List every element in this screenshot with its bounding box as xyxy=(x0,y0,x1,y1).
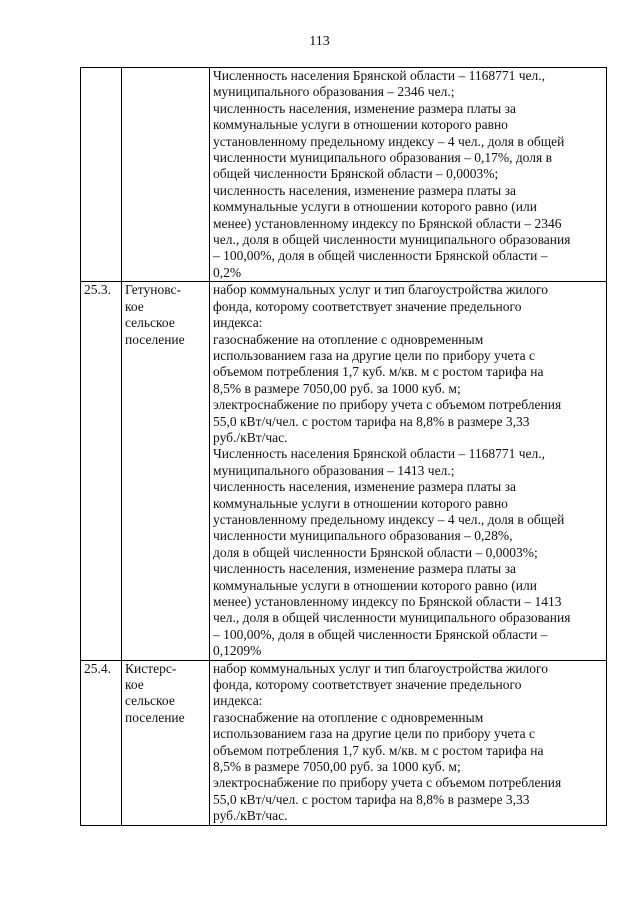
description-line: объемом потребления 1,7 куб. м/кв. м с ростом тарифа на xyxy=(213,364,544,380)
description-line: Численность населения Брянской области – 1168771 чел., xyxy=(213,446,545,462)
description-line: 8,5% в размере 7050,00 руб. за 1000 куб. м; xyxy=(213,759,461,775)
settlement-name-cell xyxy=(122,660,210,825)
description-line: электроснабжение по прибору учета с объемом потребления xyxy=(213,775,562,791)
description-line: численности муниципального образования – 0,28%, xyxy=(213,528,513,544)
description-line: чел., доля в общей численности муниципального образования xyxy=(213,232,571,248)
table-row xyxy=(81,282,607,660)
description-line: коммунальные услуги в отношении которого равно xyxy=(213,117,508,133)
description-line: руб./кВт/час. xyxy=(213,808,288,824)
table-row xyxy=(81,68,607,282)
description-line: численность населения, изменение размера платы за xyxy=(213,182,516,198)
description-line: коммунальные услуги в отношении которого равно xyxy=(213,495,508,511)
description-line: фонда, которому соответствует значение предельного xyxy=(213,677,522,693)
description-line: муниципального образования – 1413 чел.; xyxy=(213,462,455,478)
description-line: численность населения, изменение размера платы за xyxy=(213,479,516,495)
description-cell xyxy=(210,282,607,660)
description-line: электроснабжение по прибору учета с объемом потребления xyxy=(213,397,562,413)
description-line: газоснабжение на отопление с одновременным xyxy=(213,709,484,725)
settlement-name-line: кое xyxy=(125,298,144,314)
description-line: 0,1209% xyxy=(213,643,262,659)
description-line: 55,0 кВт/ч/чел. с ростом тарифа на 8,8% в размере 3,33 xyxy=(213,791,530,807)
description-line: Численность населения Брянской области – 1168771 чел., xyxy=(213,68,545,83)
description-line: – 100,00%, доля в общей численности Брянской области – xyxy=(213,626,548,642)
settlement-name-cell xyxy=(122,282,210,660)
row-number-cell: 25.3. xyxy=(81,282,122,660)
description-line: установленному предельному индексу – 4 чел., доля в общей xyxy=(213,511,565,527)
description-line: использованием газа на другие цели по прибору учета с xyxy=(213,347,535,363)
description-line: доля в общей численности Брянской области – 0,0003%; xyxy=(213,544,538,560)
settlement-name-line: Кистерс- xyxy=(125,660,177,676)
settlement-name-line: кое xyxy=(125,677,144,693)
description-line: общей численности Брянской области – 0,0003%; xyxy=(213,166,499,182)
description-line: коммунальные услуги в отношении которого равно (или xyxy=(213,577,537,593)
description-line: фонда, которому соответствует значение предельного xyxy=(213,298,522,314)
settlement-name-line: поселение xyxy=(125,331,185,347)
document-table xyxy=(80,67,607,826)
description-line: численность населения, изменение размера платы за xyxy=(213,561,516,577)
settlement-name-cell xyxy=(122,68,210,282)
description-line: объемом потребления 1,7 куб. м/кв. м с ростом тарифа на xyxy=(213,742,544,758)
settlement-name-line: сельское xyxy=(125,315,175,331)
description-line: газоснабжение на отопление с одновременным xyxy=(213,331,484,347)
description-line: коммунальные услуги в отношении которого равно (или xyxy=(213,199,537,215)
table-row xyxy=(81,660,607,825)
description-line: установленному предельному индексу – 4 чел., доля в общей xyxy=(213,133,565,149)
row-number-cell: 25.4. xyxy=(81,660,122,825)
description-line: 55,0 кВт/ч/чел. с ростом тарифа на 8,8% в размере 3,33 xyxy=(213,413,530,429)
description-line: – 100,00%, доля в общей численности Брянской области – xyxy=(213,248,548,264)
settlement-name-line: Гетуновс- xyxy=(125,282,181,298)
description-line: численности муниципального образования – 0,17%, доля в xyxy=(213,150,552,166)
description-line: индекса: xyxy=(213,315,263,331)
description-line: менее) установленному индексу по Брянской области – 1413 xyxy=(213,594,562,609)
description-cell xyxy=(210,660,607,825)
description-line: набор коммунальных услуг и тип благоустройства жилого xyxy=(213,282,548,298)
description-line: муниципального образования – 2346 чел.; xyxy=(213,84,455,100)
description-line: индекса: xyxy=(213,693,263,709)
description-line: менее) установленному индексу по Брянской области – 2346 xyxy=(213,215,562,231)
settlement-name-line: сельское xyxy=(125,693,175,709)
description-line: численность населения, изменение размера платы за xyxy=(213,100,516,116)
description-line: 8,5% в размере 7050,00 руб. за 1000 куб. м; xyxy=(213,380,461,396)
description-line: набор коммунальных услуг и тип благоустройства жилого xyxy=(213,660,548,676)
description-line: 0,2% xyxy=(213,264,242,280)
settlement-name-line: поселение xyxy=(125,709,185,725)
description-line: чел., доля в общей численности муниципального образования xyxy=(213,610,571,626)
description-line: руб./кВт/час. xyxy=(213,429,288,445)
description-cell xyxy=(210,68,607,282)
description-line: использованием газа на другие цели по прибору учета с xyxy=(213,726,535,742)
row-number-cell xyxy=(81,68,122,282)
page-number: 113 xyxy=(309,34,330,49)
